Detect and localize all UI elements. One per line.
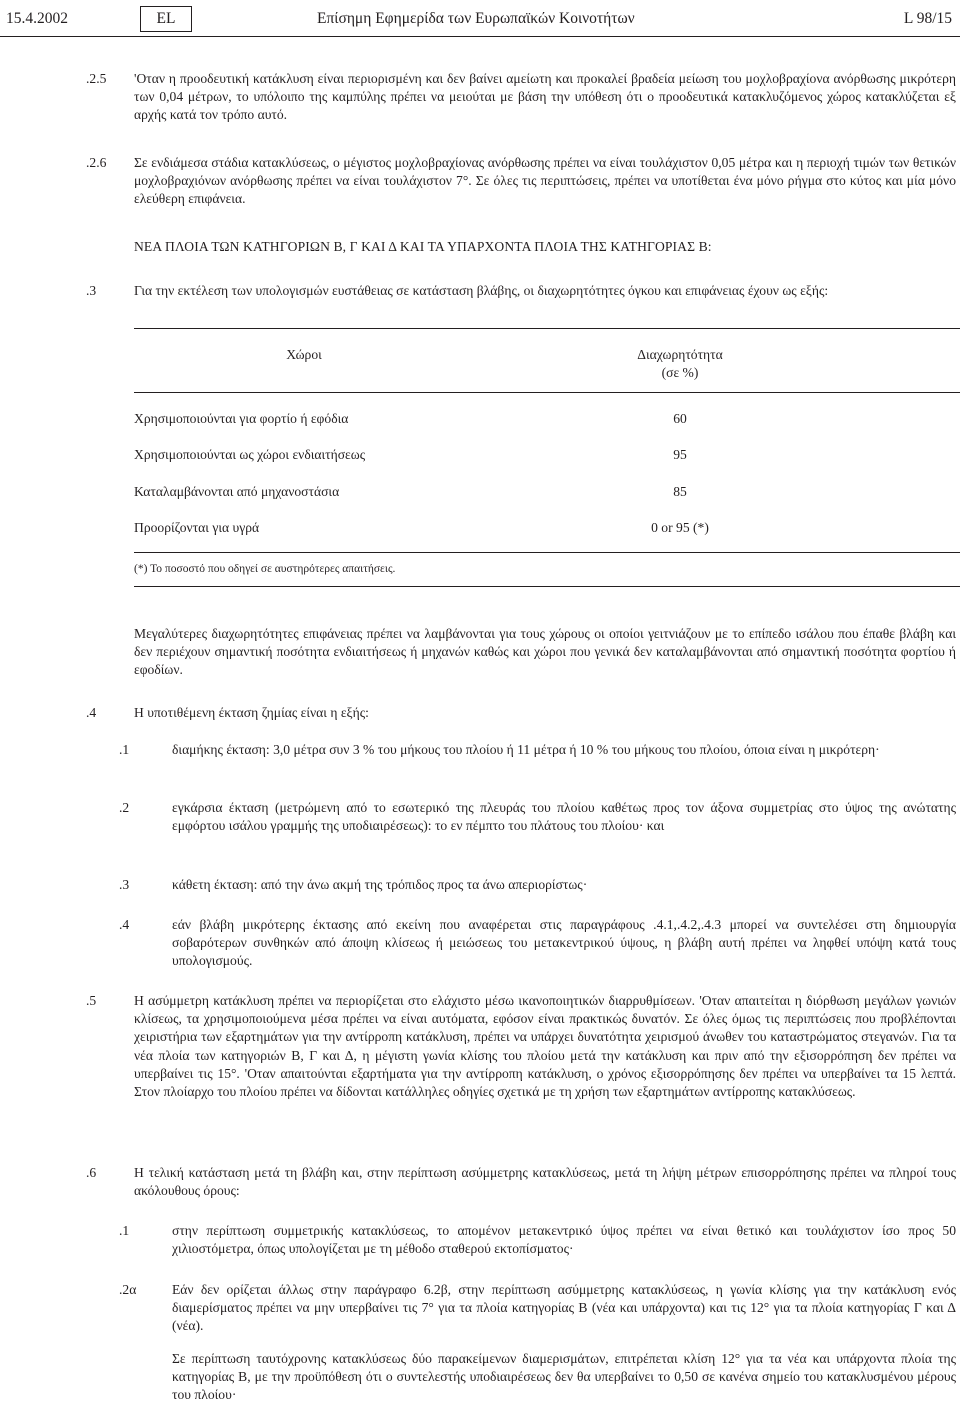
- list-item-number: .3: [119, 877, 130, 892]
- table-top-rule: [134, 328, 960, 329]
- section-5-text: Η ασύμμετρη κατάκλυση πρέπει να περιορίζεται στο ελάχιστο μέσω ικανοποιητικών διαρρυθμίσεων. 'Οταν απαιτείται η διόρθωση μεγάλων γωνιών κλίσεως, τα χρησιμοποιούμενα μέσα πρέπει να είναι αυτόματα, εφόσον είναι πρακτικώς δυνατόν. Σε όλες όμως τις περιπτώσεις που προβλέπονται χειριστήρια των εξαρτημάτων για την αντίρροπη κατάκλυση, πρέπει να υπάρχει δυνατότητα χειρισμού άνωθεν του καταστρώματος στεγανών. Για τα νέα πλοία των κατηγοριών Β, Γ και Δ, η μέγιστη γωνία κλίσης του πλοίου μετά την κατάκλυση και πριν από την εξισορρόπηση δεν πρέπει να υπερβαίνει τις 15°. 'Οταν απαιτούνται εξαρτήματα για την αντίρροπη κατάκλυση, ο χρόνος εξισορρόπησης δεν πρέπει να υπερβαίνει τα 15 λεπτά. Στον πλοίαρχο του πλοίου πρέπει να δίδονται κατάλληλες οδηγίες σχετικά με τη χρήση των εξαρτημάτων αντίρροπης κατακλύσεως.: [134, 993, 956, 1100]
- list-item-number: .4: [119, 917, 130, 932]
- section-2-6-text: Σε ενδιάμεσα στάδια κατακλύσεως, ο μέγιστος μοχλοβραχίονας ανόρθωσης πρέπει να είναι τουλάχιστον 0,05 μέτρα και η περιοχή τιμών των θετικών μοχλοβραχιόνων ανόρθωσης πρέπει να είναι τουλάχιστον 7°. Σε όλες τις περιπτώσεις, πρέπει να υποτίθεται ένα μόνο ρήγμα στο κύτος και μία μόνο ελεύθερη επιφάνεια.: [134, 155, 956, 207]
- table-row-value: 60: [673, 411, 687, 426]
- section-6-text: Η τελική κατάσταση μετά τη βλάβη και, στην περίπτωση ασύμμετρης κατακλύσεως, μετά τη λήψη μέτρων επισορρόπησης πρέπει να πληροί τους ακόλουθους όρους:: [134, 1165, 956, 1199]
- section-4-text: Η υποτιθέμενη έκταση ζημίας είναι η εξής:: [134, 705, 369, 720]
- table-bottom-rule: [134, 586, 960, 587]
- table-header-rule: [134, 392, 960, 393]
- list-item-number: .2: [119, 800, 130, 815]
- list-item: εγκάρσια έκταση (μετρώμενη από το εσωτερικό της πλευράς του πλοίου καθέτως προς τον άξονα συμμετρίας στο ύψος της ανώτατης εμφόρτου ισάλου γραμμής της υποδιαιρέσεως): το εν πέμπτο του πλάτους του πλοίου· και: [172, 800, 956, 834]
- list-item: στην περίπτωση συμμετρικής κατακλύσεως, το απομένον μετακεντρικό ύψος πρέπει να είναι θετικό και τουλάχιστον ίσο προς 50 χιλιοστόμετρα, όπως υπολογίζεται με τη μέθοδο σταθερού εκτοπίσματος·: [172, 1223, 956, 1257]
- table-row-label: Χρησιμοποιούνται για φορτίο ή εφόδια: [134, 411, 349, 426]
- section-6-tail: Σε περίπτωση ταυτόχρονης κατακλύσεως δύο παρακείμενων διαμερισμάτων, επιτρέπεται κλίση 12° για τα νέα και υπάρχοντα πλοία της κατηγορίας Β, με την προϋπόθεση ότι ο συντελεστής υποδιαιρέσεως δεν θα υπερβαίνει το 0,50 σε κανένα σημείο του κατακλυσμένου μέρους του πλοίου·: [172, 1351, 956, 1403]
- permeability-note: Μεγαλύτερες διαχωρητότητες επιφάνειας πρέπει να λαμβάνονται για τους χώρους οι οποίοι γειτνιάζουν με το επίπεδο ισάλου που έπαθε βλάβη και δεν περιέχουν σημαντική ποσότητα ενδιαιτήσεως ή μηχανών καθώς και χώροι που γενικά δεν καταλαμβάνονται από σημαντική ποσότητα φορτίου ή εφοδίων.: [134, 626, 956, 678]
- section-number-2-5: .2.5: [86, 71, 107, 86]
- table-header-permeability: Διαχωρητότητα: [637, 347, 723, 362]
- list-item: Εάν δεν ορίζεται άλλως στην παράγραφο 6.2β, στην περίπτωση ασύμμετρης κατακλύσεως, η γωνία κλίσης για την κατάκλυση ενός διαμερίσματος πρέπει να μην υπερβαίνει τις 7° για τα πλοία κατηγορίας Β (νέα και υπάρχοντα) και τις 12° για τα πλοία κατηγορίας Γ και Δ (νέα).: [172, 1282, 956, 1334]
- page-header: [6, 6, 952, 34]
- table-row-value: 0 or 95 (*): [651, 520, 709, 535]
- list-item: διαμήκης έκταση: 3,0 μέτρα συν 3 % του μήκους του πλοίου ή 11 μέτρα ή 10 % του μήκους του πλοίου, όποια είναι η μικρότερη·: [172, 742, 880, 757]
- table-footnote: (*) Το ποσοστό που οδηγεί σε αυστηρότερες απαιτήσεις.: [134, 563, 396, 575]
- list-item-number: .1: [119, 742, 130, 757]
- list-item-number: .2α: [119, 1282, 137, 1297]
- table-row-label: Χρησιμοποιούνται ως χώροι ενδιαιτήσεως: [134, 447, 366, 462]
- table-body-rule: [134, 552, 960, 553]
- section-3-text: Για την εκτέλεση των υπολογισμών ευστάθειας σε κατάσταση βλάβης, οι διαχωρητότητες όγκου και επιφάνειας έχουν ως εξής:: [134, 283, 829, 298]
- section-number-6: .6: [86, 1165, 97, 1180]
- section-number-4: .4: [86, 705, 97, 720]
- header-date: 15.4.2002: [6, 10, 68, 27]
- list-item-number: .1: [119, 1223, 130, 1238]
- header-divider: [0, 36, 960, 37]
- section-number-5: .5: [86, 993, 97, 1008]
- language-badge: EL: [140, 6, 192, 32]
- table-header-unit: (σε %): [661, 365, 699, 380]
- table-header-spaces: Χώροι: [286, 347, 322, 362]
- section-2-5-text: 'Οταν η προοδευτική κατάκλυση είναι περιορισμένη και δεν βαίνει αμείωτη και προκαλεί βραδεία μείωση του μοχλοβραχίονα ανόρθωσης μικρότερη των 0,04 μέτρων, το υπόλοιπο της καμπύλης πρέπει να μειούται με βάση την υπόθεση ότι ο προοδευτικά κατακλυζόμενος χώρος κατακλύζεται εξ αρχής κατά τον τρόπο αυτό.: [134, 71, 956, 123]
- page-number: L 98/15: [903, 10, 952, 27]
- table-row-value: 95: [673, 447, 687, 462]
- table-row-value: 85: [673, 484, 687, 499]
- table-row-label: Προορίζονται για υγρά: [134, 520, 260, 535]
- section-number-3: .3: [86, 283, 97, 298]
- list-item: εάν βλάβη μικρότερης έκτασης από εκείνη που αναφέρεται στις παραγράφους .4.1,.4.2,.4.3 μπορεί να συντελέσει στη δημιουργία σοβαρότερων συνθηκών από άποψη κλίσεως ή μειώσεως του μετακεντρικού ύψους, η βλάβη αυτή πρέπει να ληφθεί υπόψη κατά τους υπολογισμούς.: [172, 917, 956, 969]
- journal-title: Επίσημη Εφημερίδα των Ευρωπαϊκών Κοινοτήτων: [317, 10, 635, 27]
- category-heading: ΝΕΑ ΠΛΟΙΑ ΤΩΝ ΚΑΤΗΓΟΡΙΩΝ Β, Γ ΚΑΙ Δ ΚΑΙ ΤΑ ΥΠΑΡΧΟΝΤΑ ΠΛΟΙΑ ΤΗΣ ΚΑΤΗΓΟΡΙΑΣ Β:: [134, 239, 712, 254]
- section-number-2-6: .2.6: [86, 155, 107, 170]
- list-item: κάθετη έκταση: από την άνω ακμή της τρόπιδος προς τα άνω απεριορίστως·: [172, 877, 588, 892]
- table-row-label: Καταλαμβάνονται από μηχανοστάσια: [134, 484, 340, 499]
